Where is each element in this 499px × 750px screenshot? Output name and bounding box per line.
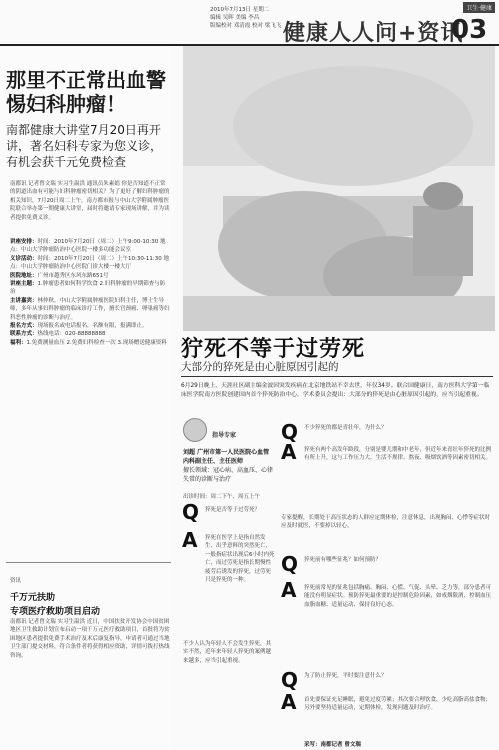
question-marker: Q — [281, 552, 299, 576]
page-number: 03 — [451, 15, 488, 45]
question-marker: Q — [281, 420, 299, 444]
feature-intro: 6月29日晚上，天涯社区副主编金波因突发疾病在北京地铁站不幸去世，年仅34岁。联合国健康日，南方医科大学第一临床医学院南方医院创建国内首个猝死防治中心，学术委员会提出：大部分的猝死是由心脏原因引起的，应当引起重视。 — [181, 383, 490, 398]
feature-subheadline: 大部分的猝死是由心脏原因引起的 — [181, 361, 339, 373]
event-info — [10, 238, 170, 347]
lead-headline: 那里不正常出血警惕妇科肿瘤！ — [6, 68, 166, 116]
question-text: 不少猝死的都是青壮年，为什么？ — [304, 425, 387, 431]
issue-date: 2010年7月13日 星期二 — [210, 7, 270, 13]
avatar — [183, 418, 207, 442]
lead-intro: 南都讯 记者曾文瑞 实习生温洪 通讯员朱素娟 你是否知道不正常的阴道出血有可能与妇科肿瘤密切相关？为了更好了解妇科肿瘤的相关知识，7月20日周二上午，南方都市报与中山大学附属肿瘤医院联合举办第一期健康大讲堂，届时将邀请专家现场讲解，并为读者提供免费义诊。 — [10, 181, 170, 221]
question-text: 猝死前有哪些征兆？如何预防？ — [304, 557, 382, 563]
answer-text-continued: 不少人认为年轻人不会发生猝死，其实不然，近年来年轻人猝死的案例越来越多，应当引起重视。 — [183, 641, 272, 664]
question-text: 猝死是否等于过劳死？ — [205, 507, 261, 513]
expert-hours: 出诊时间：周二下午、周五上午 — [183, 494, 261, 500]
news-headline: 千万元扶助 — [10, 593, 56, 603]
info-item: 联系方式：热线电话：020-88888888 — [10, 331, 106, 338]
answer-text: 猝死有两个高发年龄段，分别是婴儿期和中老年，但近年来青壮年猝死的比例有所上升，这与工作压力大、生活不规律、熬夜、吸烟饮酒等因素密切相关。 — [304, 447, 492, 462]
editor-credit: 编辑 吴晖 美编 李昌 — [210, 15, 260, 21]
answer-marker: A — [281, 690, 297, 714]
info-item: 报名方式：现场报名或电话报名，名额有限，报满即止。 — [10, 323, 148, 330]
expert-info — [183, 448, 273, 484]
page-header — [0, 0, 499, 46]
feature-headline: 狞死不等于过劳死 — [181, 337, 366, 362]
page-section-title: 健康人人问+资讯 — [283, 21, 464, 46]
info-item: 医院地址：广州市越秀区东风东路651号 — [10, 272, 109, 279]
question-marker: Q — [281, 668, 299, 692]
reporter-credit: 采写：南都记者 曾文瑞 — [304, 742, 361, 748]
divider — [6, 562, 171, 563]
article-photo — [183, 46, 495, 331]
info-item: 讲座主题：1.肿瘤患者如何科学饮食 2.妇科肿瘤的早期筛查与防治 — [10, 281, 166, 296]
lead-subheadline: 南都健康大讲堂7月20日再开讲，著名妇科专家为您义诊，有机会获千元免费检查 — [6, 123, 163, 169]
info-item: 福利：1.免费测量血压 2.免费妇科检查一次 3.现场赠送健康资料 — [10, 339, 167, 346]
question-marker: Q — [182, 500, 200, 524]
proof-credit: 版编校对 邓清霞 校对 梁飞飞 — [210, 23, 282, 29]
answer-marker: A — [281, 578, 297, 602]
header-meta — [210, 6, 290, 30]
question-text: 为了防止猝死，平时要注意什么？ — [304, 673, 387, 679]
info-item: 义诊活动：时间：2010年7月20日（周二）上午10:30-11:30 地点：中山大学肿瘤防治中心医院门诊大楼一楼大厅 — [10, 255, 169, 271]
news-section-label: 资讯 — [10, 578, 22, 584]
answer-text: 猝死前常见的征兆包括胸痛、胸闷、心慌、气促、头晕、乏力等，部分患者可能没有明显症状。预防猝死最重要的是控制危险因素，如戒烟限酒、控制血压血脂血糖、适量运动、保持良好心态。 — [304, 585, 492, 608]
section-tag: 卫生·健康 — [463, 2, 495, 13]
divider — [181, 376, 493, 377]
expert-specialty: 擅长领域：冠心病、高血压、心律失常的诊断与治疗 — [183, 467, 274, 483]
news-subheadline: 专项医疗救助项目启动 — [10, 607, 101, 617]
info-item: 讲座安排：时间：2010年7月20日（周二）上午9:00-10:30 地点：中山大学肿瘤防治中心医院一楼多功能会议室 — [10, 239, 166, 254]
expert-label: 指导专家 — [212, 432, 237, 439]
answer-text: 猝死在医学上是指自然发生、出乎意料的突然死亡，一般指症状出现后6小时内死亡，而过劳死是指长期慢性疲劳后诱发的猝死，过劳死只是猝死的一种。 — [205, 535, 275, 584]
photo-illustration — [183, 46, 495, 331]
answer-text-continued: 专家提醒，长期处于高压状态的人群应定期体检，注意休息，出现胸闷、心悸等症状时应及时就医，不要掉以轻心。 — [281, 515, 491, 530]
info-item: 主讲嘉宾：林仲秋，中山大学附属肿瘤医院妇科主任，博士生导师，多年从事妇科肿瘤的临床诊疗工作，擅长宫颈癌、卵巢癌等妇科恶性肿瘤的诊断与治疗。 — [10, 297, 170, 321]
news-body: 南都讯 记者曾文瑞 实习生温洪 近日，中国扶贫开发协会中国贫困地区卫生救助计划宣布启动一项千万元医疗救助项目，首批将为贫困地区患者提供免费手术治疗及术后康复指导，申请者可通过当地卫生部门提交材料，符合条件者将获得相应资助，详情可拨打热线咨询。 — [10, 619, 170, 659]
answer-marker: A — [182, 528, 198, 552]
answer-text: 首先要保证充足睡眠，避免过度劳累；其次要合理饮食，少吃高脂高盐食物；另外要坚持适量运动，定期体检，发现问题及时治疗。 — [304, 697, 492, 712]
expert-name: 刘超 广州市第一人民医院心血管内科副主任、主任医师 — [183, 449, 270, 465]
answer-marker: A — [281, 440, 297, 464]
